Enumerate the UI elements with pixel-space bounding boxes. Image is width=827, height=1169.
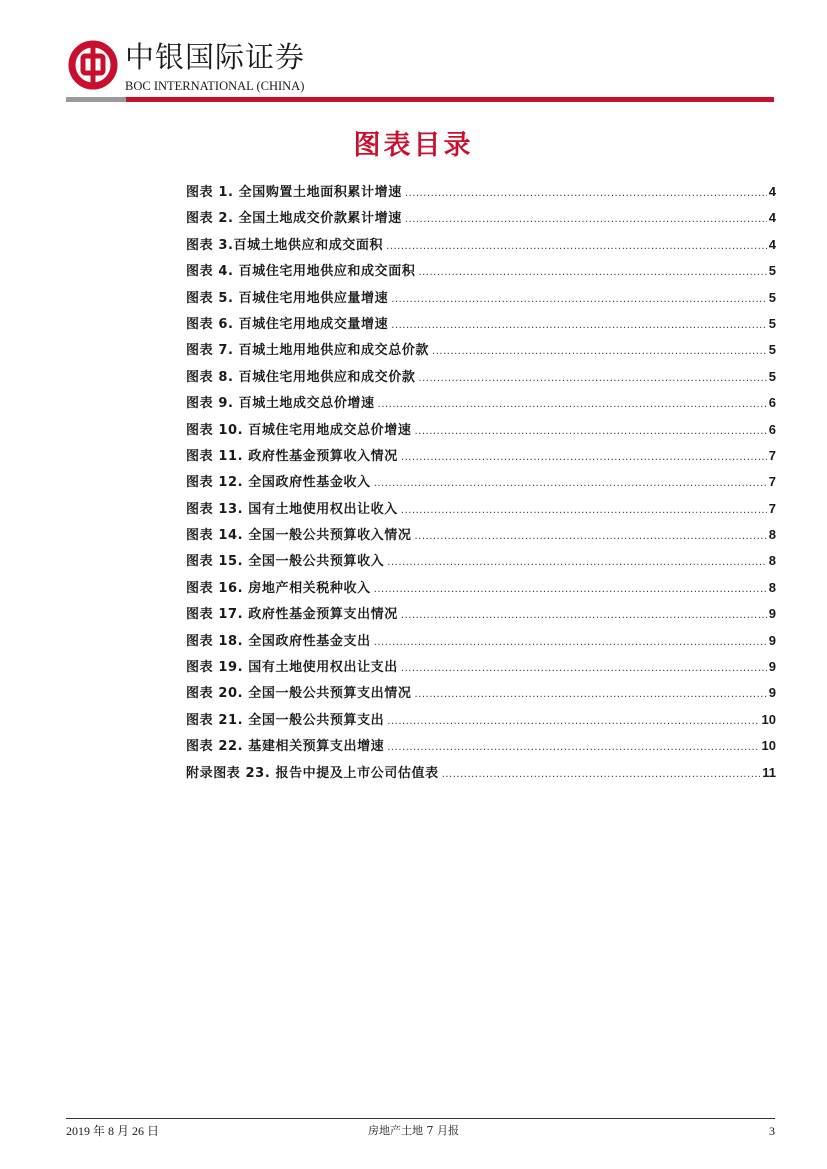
toc-dot-leader bbox=[391, 287, 767, 313]
toc-entry[interactable] bbox=[186, 443, 776, 469]
toc-entry-page[interactable]: 5 bbox=[768, 315, 776, 331]
toc-entry-label[interactable]: 图表 10. 百城住宅用地成交总价增速 bbox=[186, 422, 412, 438]
toc-entry-page[interactable]: 9 bbox=[768, 659, 776, 675]
boc-logo-icon bbox=[68, 40, 118, 90]
toc-dot-leader bbox=[387, 709, 759, 735]
toc-entry[interactable] bbox=[186, 601, 776, 627]
toc-entry-label[interactable]: 附录图表 23. 报告中提及上市公司估值表 bbox=[186, 765, 439, 781]
toc-entry-page[interactable]: 6 bbox=[768, 395, 776, 411]
toc-entry-page[interactable]: 5 bbox=[768, 342, 776, 358]
toc-entry-label[interactable]: 图表 14. 全国一般公共预算收入情况 bbox=[186, 528, 412, 544]
toc-entry-label[interactable]: 图表 1. 全国购置土地面积累计增速 bbox=[186, 185, 402, 200]
toc-entry[interactable] bbox=[186, 285, 776, 311]
toc-entry[interactable] bbox=[186, 232, 776, 258]
toc-entry-label[interactable]: 图表 20. 全国一般公共预算支出情况 bbox=[186, 686, 412, 702]
toc-dot-leader bbox=[401, 498, 767, 524]
toc-entry-label[interactable]: 图表 11. 政府性基金预算收入情况 bbox=[186, 448, 398, 464]
toc-entry-label[interactable]: 图表 5. 百城住宅用地供应量增速 bbox=[186, 290, 389, 306]
toc-entry[interactable] bbox=[186, 258, 776, 284]
toc-entry-label[interactable]: 图表 4. 百城住宅用地供应和成交面积 bbox=[186, 264, 416, 280]
toc-entry-page[interactable]: 7 bbox=[768, 474, 776, 490]
toc-entry-page[interactable]: 7 bbox=[768, 447, 776, 463]
toc-entry[interactable] bbox=[186, 390, 776, 416]
toc-entry-page[interactable]: 4 bbox=[768, 184, 776, 199]
toc-entry-page[interactable]: 9 bbox=[768, 606, 776, 622]
footer-report-name: 房地产土地 7 月报 bbox=[368, 1124, 459, 1137]
brand-name-chinese: 中银国际证券 bbox=[125, 40, 306, 74]
toc-entry[interactable] bbox=[186, 628, 776, 654]
toc-dot-leader bbox=[414, 524, 766, 550]
toc-entry[interactable] bbox=[186, 496, 776, 522]
toc-entry-page[interactable]: 8 bbox=[768, 553, 776, 569]
header-divider bbox=[66, 97, 774, 102]
toc-dot-leader bbox=[414, 682, 766, 708]
footer-divider bbox=[66, 1118, 775, 1119]
footer-page-number: 3 bbox=[769, 1124, 775, 1138]
toc-dot-leader bbox=[401, 445, 767, 471]
toc-entry-label[interactable]: 图表 7. 百城土地用地供应和成交总价款 bbox=[186, 343, 430, 359]
toc-entry-label[interactable]: 图表 15. 全国一般公共预算收入 bbox=[186, 554, 385, 570]
toc-entry-label[interactable]: 图表 2. 全国土地成交价款累计增速 bbox=[186, 211, 402, 227]
toc-dot-leader bbox=[374, 577, 767, 603]
toc-entry-page[interactable]: 5 bbox=[768, 289, 776, 305]
toc-entry-page[interactable]: 10 bbox=[761, 711, 776, 727]
toc-dot-leader bbox=[387, 735, 759, 761]
toc-entry-label[interactable]: 图表 3.百城土地供应和成交面积 bbox=[186, 237, 384, 253]
toc-dot-leader bbox=[386, 234, 767, 260]
toc-entry[interactable] bbox=[186, 469, 776, 495]
toc-dot-leader bbox=[405, 207, 767, 233]
toc-entry-label[interactable]: 图表 18. 全国政府性基金支出 bbox=[186, 633, 371, 649]
toc-entry-page[interactable]: 8 bbox=[768, 527, 776, 543]
header-divider-accent bbox=[66, 97, 126, 102]
toc-entry-page[interactable]: 9 bbox=[768, 632, 776, 648]
toc-entry[interactable] bbox=[186, 205, 776, 231]
toc-dot-leader bbox=[418, 366, 766, 392]
toc-entry[interactable] bbox=[186, 760, 776, 786]
toc-entry[interactable] bbox=[186, 680, 776, 706]
toc-dot-leader bbox=[391, 313, 767, 339]
toc-dot-leader bbox=[418, 260, 766, 286]
toc-entry-page[interactable]: 10 bbox=[761, 738, 776, 754]
toc-title: 图表目录 bbox=[353, 130, 474, 161]
toc-entry[interactable] bbox=[186, 311, 776, 337]
toc-dot-leader bbox=[414, 419, 766, 445]
toc-dot-leader bbox=[442, 762, 761, 788]
toc-dot-leader bbox=[378, 392, 767, 418]
toc-entry[interactable] bbox=[186, 179, 776, 205]
toc-entry[interactable] bbox=[186, 654, 776, 680]
toc-entry-page[interactable]: 5 bbox=[768, 368, 776, 384]
toc-entry-label[interactable]: 图表 9. 百城土地成交总价增速 bbox=[186, 396, 375, 412]
footer-date: 2019 年 8 月 26 日 bbox=[66, 1124, 160, 1138]
toc-entry[interactable] bbox=[186, 707, 776, 733]
toc-list bbox=[186, 179, 776, 786]
toc-dot-leader bbox=[401, 656, 767, 682]
toc-entry-label[interactable]: 图表 19. 国有土地使用权出让支出 bbox=[186, 660, 398, 676]
toc-dot-leader bbox=[432, 339, 767, 365]
toc-entry[interactable] bbox=[186, 548, 776, 574]
toc-entry-page[interactable]: 6 bbox=[768, 421, 776, 437]
toc-entry[interactable] bbox=[186, 364, 776, 390]
toc-entry[interactable] bbox=[186, 522, 776, 548]
toc-entry-label[interactable]: 图表 22. 基建相关预算支出增速 bbox=[186, 739, 385, 755]
toc-entry[interactable] bbox=[186, 733, 776, 759]
toc-dot-leader bbox=[401, 603, 767, 629]
toc-entry-label[interactable]: 图表 13. 国有土地使用权出让收入 bbox=[186, 501, 398, 517]
toc-entry-page[interactable]: 4 bbox=[768, 210, 776, 226]
toc-entry[interactable] bbox=[186, 575, 776, 601]
toc-entry-label[interactable]: 图表 8. 百城住宅用地供应和成交价款 bbox=[186, 369, 416, 385]
toc-entry-page[interactable]: 9 bbox=[768, 685, 776, 701]
page-header bbox=[0, 0, 827, 104]
toc-entry-label[interactable]: 图表 12. 全国政府性基金收入 bbox=[186, 475, 371, 491]
toc-entry-label[interactable]: 图表 16. 房地产相关税种收入 bbox=[186, 580, 371, 596]
brand-name-english: BOC INTERNATIONAL (CHINA) bbox=[125, 79, 305, 93]
toc-entry-label[interactable]: 图表 6. 百城住宅用地成交量增速 bbox=[186, 316, 389, 332]
toc-entry-page[interactable]: 8 bbox=[768, 579, 776, 595]
toc-dot-leader bbox=[387, 550, 766, 576]
toc-entry-page[interactable]: 7 bbox=[768, 500, 776, 516]
toc-entry-page[interactable]: 11 bbox=[762, 764, 776, 780]
toc-entry[interactable] bbox=[186, 337, 776, 363]
toc-dot-leader bbox=[374, 471, 767, 497]
toc-dot-leader bbox=[405, 181, 767, 207]
toc-entry-page[interactable]: 4 bbox=[768, 236, 776, 252]
toc-entry-label[interactable]: 图表 17. 政府性基金预算支出情况 bbox=[186, 607, 398, 623]
toc-entry[interactable] bbox=[186, 417, 776, 443]
toc-entry-label[interactable]: 图表 21. 全国一般公共预算支出 bbox=[186, 712, 385, 728]
toc-entry-page[interactable]: 5 bbox=[768, 263, 776, 279]
toc-dot-leader bbox=[374, 630, 767, 656]
